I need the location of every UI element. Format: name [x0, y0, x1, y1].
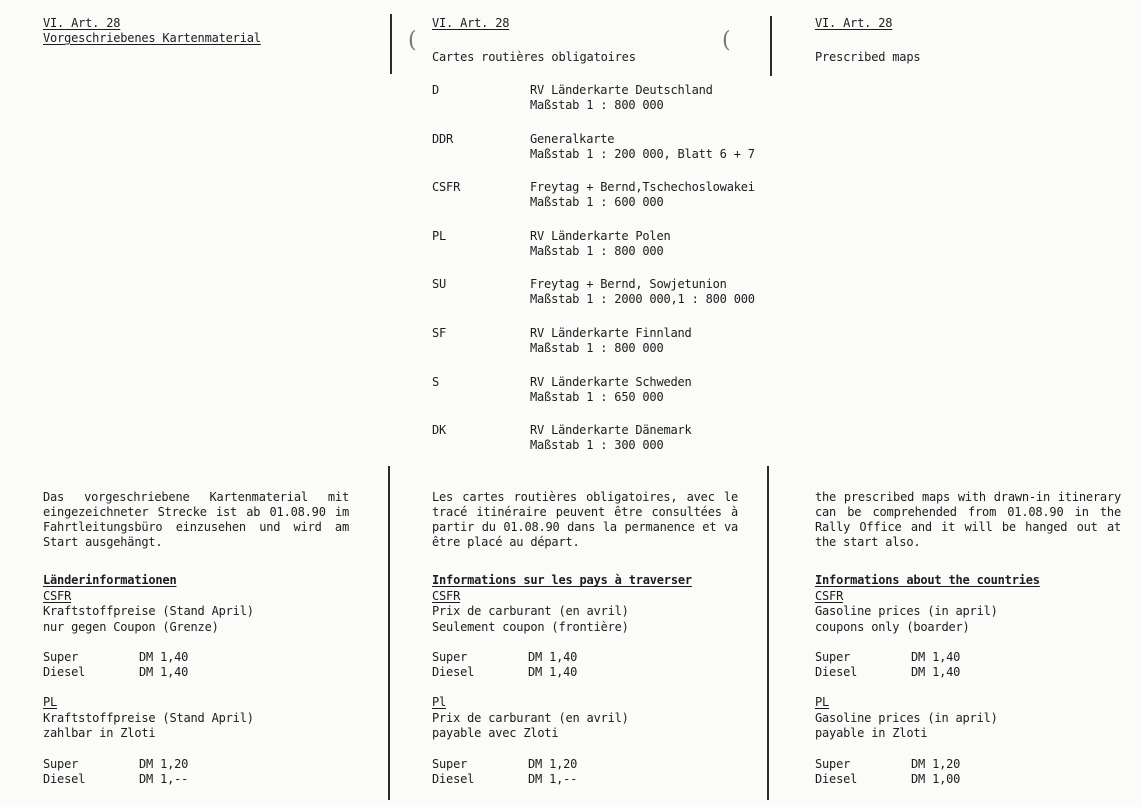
country-code: Pl — [432, 695, 447, 709]
map-item — [432, 423, 752, 472]
map-item — [432, 83, 752, 132]
fuel-row: Diesel DM 1,-- — [43, 771, 189, 786]
country-code: SU — [432, 277, 447, 292]
country-code: PL — [43, 695, 58, 709]
fuel-price-label: Gasoline prices (in april) — [815, 604, 998, 618]
country-info-heading: Informations sur les pays à traverser — [432, 573, 692, 587]
divider-top-left — [390, 14, 392, 74]
country-info-heading: Länderinformationen — [43, 573, 177, 587]
map-scale: Maßstab 1 : 600 000 — [530, 195, 664, 210]
country-code: DDR — [432, 131, 454, 146]
french-header — [432, 16, 509, 31]
fuel-row: Super DM 1,40 — [432, 650, 578, 664]
section-title: Cartes routières obligatoires — [432, 50, 636, 64]
country-code: DK — [432, 423, 447, 438]
map-title: RV Länderkarte Schweden — [530, 374, 692, 389]
map-title: Freytag + Bernd, Sowjetunion — [530, 277, 727, 292]
map-item — [432, 180, 755, 229]
map-title: RV Länderkarte Dänemark — [530, 423, 692, 438]
payment-note: Seulement coupon (frontière) — [432, 619, 629, 634]
map-title: RV Länderkarte Polen — [530, 228, 671, 243]
map-scale: Maßstab 1 : 800 000 — [530, 98, 664, 112]
fuel-price-label: Prix de carburant (en avril) — [432, 604, 629, 618]
payment-note: zahlbar in Zloti — [43, 726, 156, 740]
payment-note: coupons only (boarder) — [815, 619, 970, 634]
fuel-row: Super DM 1,40 — [815, 650, 961, 664]
map-scale: Maßstab 1 : 650 000 — [530, 389, 664, 404]
fuel-row: Diesel DM 1,40 — [43, 665, 189, 679]
country-info — [432, 573, 692, 787]
punch-hole-mark-left: ( — [408, 28, 417, 53]
map-scale: Maßstab 1 : 800 000 — [530, 340, 664, 355]
map-item — [432, 229, 752, 278]
country-info-heading: Informations about the countries — [815, 573, 1040, 587]
english-header — [815, 16, 892, 31]
section-title: Prescribed maps — [815, 50, 921, 64]
map-item — [432, 375, 752, 424]
fuel-row: Diesel DM 1,00 — [815, 771, 961, 786]
country-code: CSFR — [432, 180, 461, 195]
country-code: SF — [432, 325, 447, 340]
country-info — [815, 573, 1040, 787]
divider-bottom-left — [388, 466, 390, 800]
country-code: D — [432, 83, 440, 97]
country-code: CSFR — [43, 588, 72, 603]
map-scale: Maßstab 1 : 300 000 — [530, 438, 664, 453]
divider-top-right — [770, 16, 772, 76]
french-column — [432, 0, 755, 807]
paragraph: the prescribed maps with drawn-in itinerary can be comprehended from 01.08.90 in the Rally Office and it will be hanged out at the start also. — [815, 490, 1121, 549]
map-list — [432, 83, 755, 472]
fuel-row: Super DM 1,20 — [815, 756, 961, 771]
map-item — [432, 131, 755, 181]
english-column — [815, 0, 1125, 807]
country-code: CSFR — [432, 588, 461, 603]
fuel-row: Diesel DM 1,40 — [432, 665, 578, 679]
fuel-row: Diesel DM 1,-- — [432, 771, 578, 786]
paragraph: Les cartes routières obligatoires, avec le tracé itinéraire peuvent être consultées à partir du 01.08.90 dans la permanence et va être placé au départ. — [432, 490, 738, 549]
map-item — [432, 326, 752, 375]
payment-note: payable in Zloti — [815, 726, 928, 740]
map-title: Generalkarte — [530, 131, 615, 146]
map-title: RV Länderkarte Deutschland — [530, 83, 713, 97]
map-scale: Maßstab 1 : 2000 000,1 : 800 000 — [530, 292, 755, 307]
map-title: RV Länderkarte Finnland — [530, 325, 692, 340]
payment-note: payable avec Zloti — [432, 726, 559, 740]
fuel-price-label: Kraftstoffpreise (Stand April) — [43, 710, 254, 725]
fuel-price-label: Kraftstoffpreise (Stand April) — [43, 604, 254, 618]
punch-hole-mark-right: ( — [722, 28, 731, 53]
paragraph: Das vorgeschriebene Kartenmaterial mit eingezeichneter Strecke ist ab 01.08.90 im Fahrtleitungsbüro einzusehen und wird am Start ausgehängt. — [43, 490, 349, 549]
divider-bottom-right — [767, 466, 769, 800]
german-header — [43, 16, 261, 46]
fuel-row: Diesel DM 1,40 — [815, 665, 961, 679]
fuel-row: Super DM 1,20 — [432, 756, 578, 771]
payment-note: nur gegen Coupon (Grenze) — [43, 619, 219, 634]
article-number: VI. Art. 28 — [43, 16, 121, 30]
map-scale: Maßstab 1 : 200 000, Blatt 6 + 7 — [530, 146, 755, 161]
country-code: PL — [432, 228, 447, 243]
country-info — [43, 573, 254, 787]
country-code: S — [432, 374, 440, 389]
map-item — [432, 277, 755, 326]
german-column — [43, 0, 353, 807]
country-code: PL — [815, 695, 830, 709]
map-scale: Maßstab 1 : 800 000 — [530, 243, 664, 258]
map-title: Freytag + Bernd,Tschechoslowakei — [530, 180, 755, 195]
article-number: VI. Art. 28 — [815, 16, 893, 30]
country-code: CSFR — [815, 588, 844, 603]
fuel-price-label: Prix de carburant (en avril) — [432, 710, 629, 725]
section-title: Vorgeschriebenes Kartenmaterial — [43, 31, 261, 45]
fuel-row: Super DM 1,20 — [43, 756, 189, 771]
fuel-price-label: Gasoline prices (in april) — [815, 710, 998, 725]
article-number: VI. Art. 28 — [432, 16, 510, 30]
fuel-row: Super DM 1,40 — [43, 650, 189, 664]
